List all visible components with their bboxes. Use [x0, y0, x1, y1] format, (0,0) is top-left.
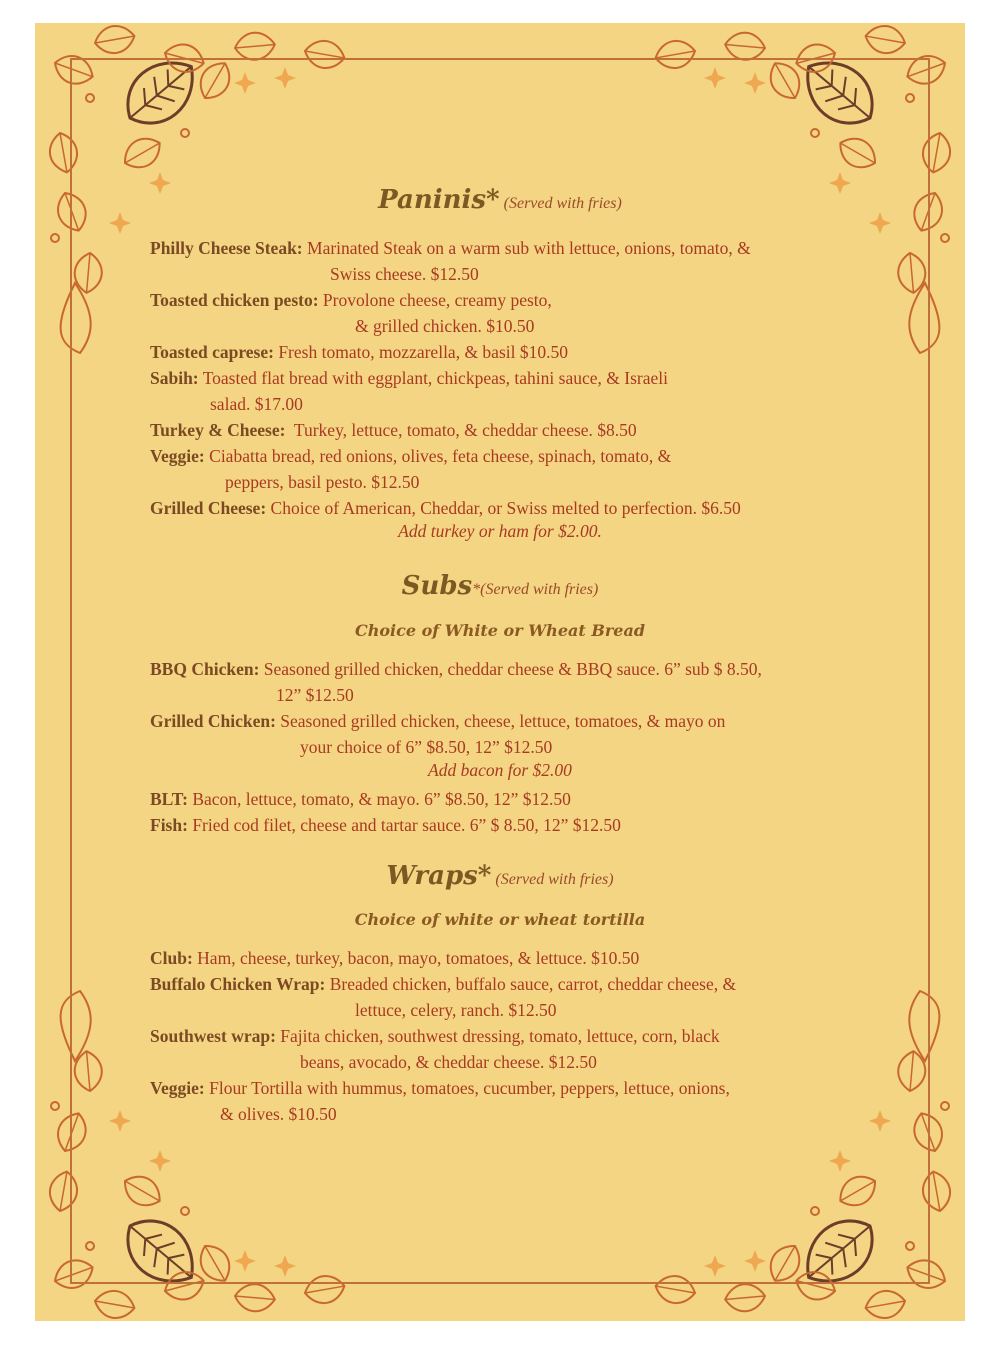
item-name: Toasted caprese:: [150, 342, 274, 362]
item-description: Seasoned grilled chicken, cheese, lettuce, tomatoes, & mayo on: [275, 711, 726, 731]
item-description-cont: & grilled chicken. $10.50: [355, 316, 535, 336]
menu-item-toasted-chicken-pesto: [150, 287, 552, 339]
menu-page: [35, 23, 965, 1321]
item-name: Veggie:: [150, 446, 205, 466]
item-description-cont: & olives. $10.50: [220, 1104, 337, 1124]
wraps-heading: [150, 861, 850, 891]
item-name: Turkey & Cheese:: [150, 420, 286, 440]
menu-item-philly-cheese-steak: [150, 235, 751, 287]
menu-item-bbq-chicken: [150, 656, 762, 708]
item-description: Breaded chicken, buffalo sauce, carrot, cheddar cheese, &: [325, 974, 737, 994]
menu-item-toasted-caprese: [150, 339, 568, 365]
wraps-tortilla-note: Choice of white or wheat tortilla: [354, 910, 646, 929]
item-description-cont: beans, avocado, & cheddar cheese. $12.50: [300, 1052, 597, 1072]
menu-item-veggie-wrap: [150, 1075, 730, 1127]
item-description-cont: 12” $12.50: [276, 685, 354, 705]
paninis-heading: [150, 185, 850, 215]
item-description: Fresh tomato, mozzarella, & basil $10.50: [273, 342, 568, 362]
menu-item-grilled-cheese: [150, 495, 741, 521]
item-description: Turkey, lettuce, tomato, & cheddar cheese. $8.50: [285, 420, 637, 440]
wraps-subtitle: (Served with fries): [495, 871, 614, 888]
item-description: Ciabatta bread, red onions, olives, feta cheese, spinach, tomato, &: [204, 446, 672, 466]
item-name: Fish:: [150, 815, 188, 835]
wraps-title: Wraps*: [386, 861, 492, 891]
paninis-addon-note: Add turkey or ham for $2.00.: [398, 521, 602, 541]
subs-addon-note: Add bacon for $2.00: [428, 760, 572, 780]
item-description: Marinated Steak on a warm sub with lettuce, onions, tomato, &: [302, 238, 751, 258]
item-description-cont: lettuce, celery, ranch. $12.50: [355, 1000, 557, 1020]
item-description-cont: your choice of 6” $8.50, 12” $12.50: [300, 737, 553, 757]
item-description: Ham, cheese, turkey, bacon, mayo, tomatoes, & lettuce. $10.50: [192, 948, 640, 968]
subs-subtitle: *(Served with fries): [472, 581, 599, 598]
item-name: BLT:: [150, 789, 188, 809]
menu-item-club: [150, 945, 639, 971]
menu-item-fish: [150, 812, 621, 838]
menu-item-sabih: [150, 365, 668, 417]
menu-item-buffalo-chicken-wrap: [150, 971, 736, 1023]
item-description-cont: salad. $17.00: [210, 394, 303, 414]
item-name: Toasted chicken pesto:: [150, 290, 319, 310]
item-description: Flour Tortilla with hummus, tomatoes, cucumber, peppers, lettuce, onions,: [204, 1078, 730, 1098]
subs-heading: [150, 571, 850, 601]
item-name: Grilled Cheese:: [150, 498, 267, 518]
paninis-title: Paninis*: [378, 185, 500, 215]
item-description-cont: peppers, basil pesto. $12.50: [225, 472, 420, 492]
paninis-subtitle: (Served with fries): [503, 195, 622, 212]
item-name: Grilled Chicken:: [150, 711, 276, 731]
item-name: Sabih:: [150, 368, 199, 388]
item-description: Seasoned grilled chicken, cheddar cheese & BBQ sauce. 6” sub $ 8.50,: [259, 659, 762, 679]
item-name: Buffalo Chicken Wrap:: [150, 974, 326, 994]
item-description: Fajita chicken, southwest dressing, tomato, lettuce, corn, black: [275, 1026, 720, 1046]
item-description: Bacon, lettuce, tomato, & mayo. 6” $8.50, 12” $12.50: [187, 789, 571, 809]
item-name: Philly Cheese Steak:: [150, 238, 303, 258]
item-name: BBQ Chicken:: [150, 659, 260, 679]
item-description: Toasted flat bread with eggplant, chickpeas, tahini sauce, & Israeli: [198, 368, 668, 388]
menu-item-turkey-cheese: [150, 417, 637, 443]
item-description: Fried cod filet, cheese and tartar sauce. 6” $ 8.50, 12” $12.50: [187, 815, 621, 835]
subs-title: Subs: [401, 571, 473, 601]
menu-item-grilled-chicken: [150, 708, 725, 760]
subs-bread-note: Choice of White or Wheat Bread: [354, 621, 646, 640]
item-name: Veggie:: [150, 1078, 205, 1098]
item-description: Choice of American, Cheddar, or Swiss melted to perfection. $6.50: [266, 498, 741, 518]
item-name: Southwest wrap:: [150, 1026, 276, 1046]
menu-item-blt: [150, 786, 571, 812]
menu-item-southwest-wrap: [150, 1023, 720, 1075]
item-description-cont: Swiss cheese. $12.50: [330, 264, 479, 284]
item-name: Club:: [150, 948, 193, 968]
item-description: Provolone cheese, creamy pesto,: [318, 290, 552, 310]
menu-item-veggie-panini: [150, 443, 671, 495]
